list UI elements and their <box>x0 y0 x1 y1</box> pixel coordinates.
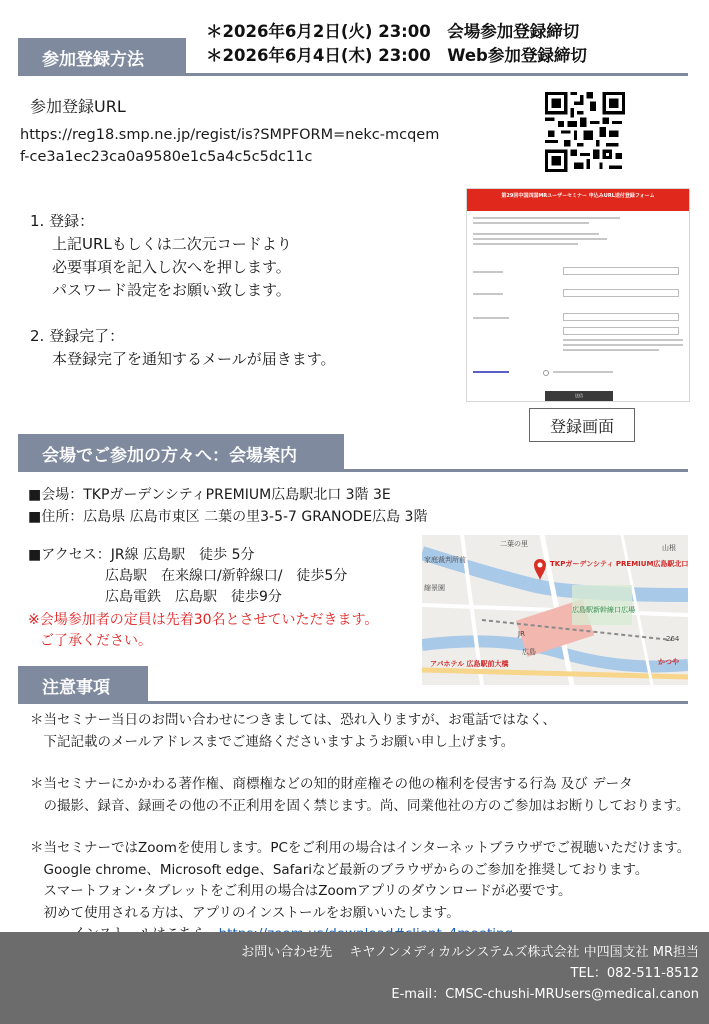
venue-map[interactable] <box>422 535 688 685</box>
note-line: ＊当セミナーにかかわる著作権、商標権などの知的財産権その他の権利を侵害する行為 及び データ <box>30 776 633 792</box>
note-item <box>30 710 690 753</box>
map-area-label: 広島 <box>522 648 536 656</box>
footer-email[interactable]: E-mail：CMSC-chushi-MRUsers@medical.canon <box>391 987 699 1002</box>
form-field-help <box>563 339 683 354</box>
form-header: 第29回中国四国MRユーザーセミナー 申込みURL送付登録フォーム <box>467 189 689 211</box>
map-area-label: 二葉の里 <box>500 540 528 548</box>
step-2-line: 本登録完了を通知するメールが届きます。 <box>52 350 336 368</box>
step-2-heading: 2. 登録完了： <box>30 327 125 345</box>
venue-name: ■会場：TKPガーデンシティPREMIUM広島駅北口 3階 3E <box>28 487 391 503</box>
form-field-label <box>473 317 509 319</box>
form-field-label <box>473 271 503 273</box>
form-field-label <box>473 293 503 295</box>
step-1-line: パスワード設定をお願い致します。 <box>52 281 291 299</box>
map-area-label: 264 <box>666 635 680 643</box>
step-1-line: 上記URLもしくは二次元コードより <box>52 235 292 253</box>
note-line: 初めて使用される方は、アプリのインストールをお願いいたします。 <box>30 904 460 921</box>
access-line: ■アクセス：JR線 広島駅 徒歩 5分 <box>28 547 255 563</box>
form-field <box>563 327 679 335</box>
footer-contact: お問い合わせ先 キヤノンメディカルシステムズ株式会社 中四国支社 MR担当 <box>241 945 699 960</box>
map-venue-label: TKPガーデンシティ PREMIUM広島駅北口 <box>550 560 688 568</box>
map-station-label: 広島駅新幹線口広場 <box>572 606 635 614</box>
notes-section-title: 注意事項 <box>18 666 148 704</box>
notes-section-rule <box>18 701 688 704</box>
form-field-label <box>473 371 509 373</box>
note-line: 下記記載のメールアドレスまでご連絡くださいますようお願い申し上げます。 <box>30 733 515 750</box>
form-field <box>563 289 679 297</box>
registration-steps <box>30 210 336 371</box>
registration-url-label: 参加登録URL <box>30 97 126 116</box>
venue-section-title: 会場でご参加の方々へ：会場案内 <box>18 434 344 472</box>
note-line: ＊当セミナーではZoomを使用します。PCをご利用の場合はインターネットブラウザでご視聴いただけます。 <box>30 840 691 856</box>
step-1-heading: 1. 登録： <box>30 212 95 230</box>
capacity-notice <box>28 610 378 652</box>
web-deadline: ＊2026年6月4日(木) 23:00 Web参加登録締切 <box>206 46 587 65</box>
venue-deadline: ＊2026年6月2日(火) 23:00 会場参加登録締切 <box>206 22 580 41</box>
access-line: 広島駅 在来線口/新幹線口/ 徒歩5分 <box>105 568 348 584</box>
map-area-label: JR <box>518 630 525 638</box>
venue-address: ■住所：広島県 広島市東区 二葉の里3-5-7 GRANODE広島 3階 <box>28 509 428 525</box>
note-line: ＊当セミナー当日のお問い合わせにつきましては、恐れ入りますが、お電話ではなく、 <box>30 712 556 728</box>
notes-list <box>30 710 690 967</box>
registration-section-title: 参加登録方法 <box>18 38 186 76</box>
access-info <box>28 545 347 608</box>
map-area-label: 家庭裁判所前 <box>424 556 466 564</box>
form-field <box>563 313 679 321</box>
map-area-label: 縮景園 <box>424 584 445 592</box>
note-line: の撮影、録音、録画その他の不正利用を固く禁じます。尚、同業他社の方のご参加はお断りしております。 <box>30 797 690 814</box>
footer <box>0 932 709 1024</box>
map-area-label: アパホテル 広島駅前大橋 <box>430 660 509 668</box>
footer-tel: TEL：082-511-8512 <box>570 966 699 981</box>
venue-section-rule <box>18 469 688 472</box>
deadline-block <box>206 20 587 68</box>
qr-code-icon[interactable] <box>545 92 625 172</box>
map-area-label: 山根 <box>662 544 676 552</box>
capacity-notice-line: ご了承ください。 <box>40 633 152 649</box>
step-1-line: 必要事項を記入し次へを押します。 <box>52 258 291 276</box>
note-line: スマートフォン･タブレットをご利用の場合はZoomアプリのダウンロードが必要です。 <box>30 883 572 899</box>
venue-info <box>28 484 427 528</box>
form-intro-text <box>473 217 683 248</box>
registration-form-screenshot <box>466 188 690 402</box>
map-area-label: かつや <box>658 658 679 666</box>
note-item <box>30 838 690 946</box>
form-radio <box>543 370 549 376</box>
form-submit-button: 送信 <box>545 391 613 401</box>
note-item <box>30 774 690 817</box>
registration-url[interactable]: https://reg18.smp.ne.jp/regist/is?SMPFORM=nekc-mcqemf-ce3a1ec23ca0a9580e1c5a4c5c5dc11c <box>20 127 440 165</box>
form-field <box>563 267 679 275</box>
capacity-notice-line: ※会場参加者の定員は先着30名とさせていただきます。 <box>28 612 379 628</box>
form-radio-label <box>553 371 613 373</box>
note-line: Google chrome、Microsoft edge、Safariなど最新のブラウザからのご参加を推奨しております。 <box>30 861 649 878</box>
access-line: 広島電鉄 広島駅 徒歩9分 <box>105 589 282 605</box>
registration-section-rule <box>18 73 688 76</box>
registration-screen-caption: 登録画面 <box>529 408 635 442</box>
